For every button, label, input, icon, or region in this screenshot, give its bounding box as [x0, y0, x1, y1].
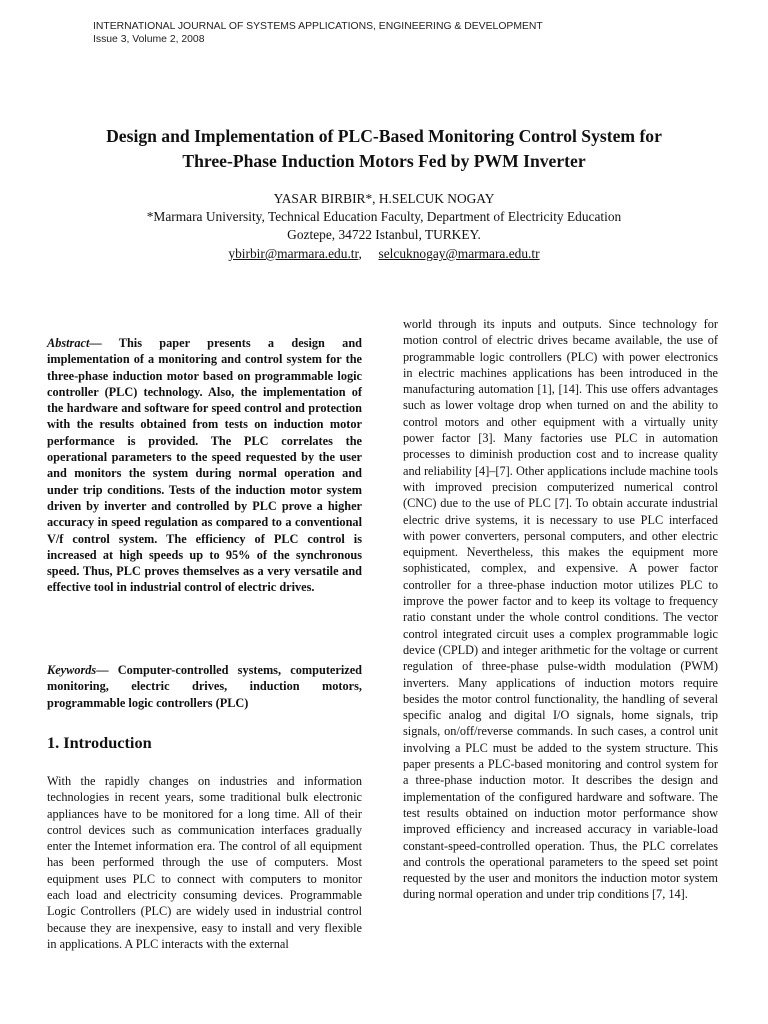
- abstract: [47, 335, 362, 596]
- journal-header: [93, 20, 543, 46]
- author-emails: [30, 245, 738, 263]
- keywords-text: Computer-controlled systems, computerized monitoring, electric drives, induction motors, programmable logic controllers (PLC): [47, 663, 363, 710]
- journal-issue: Issue 3, Volume 2, 2008: [93, 34, 205, 45]
- intro-paragraph-right: world through its inputs and outputs. Since technology for motion control of electric drives became available, the use of programmable logic controllers (PLC) with power electronics in electric machines applications has been introduced in the manufacturing automation [1], [14]. This use offers advantages such as lower voltage drop when turned on and the ability to control motors and other equipment with a virtually unity power factor [3]. Many factories use PLC in automation processes to diminish production cost and to increase quality and reliability [4]–[7]. Other applications include machine tools with improved precision computerized numerical control (CNC) due to the use of PLC [7]. To obtain accurate industrial electric drive systems, it is necessary to use PLC interfaced with power converters, personal computers, and other electric equipment. Nevertheless, this makes the equipment more sophisticated, complex, and expensive. A power factor controller for a three-phase induction motor utilizes PLC to improve the power factor and to keep its voltage to frequency ratio constant under the whole control conditions. The vector control integrated circuit uses a complex programmable logic device (CPLD) and integer arithmetic for the voltage or current regulation of three-phase pulse-width modulation (PWM) inverters. Many applications of induction motors require besides the motor control functionality, the handling of several specific analog and digital I/O signals, home signals, trip signals, on/off/reverse commands. In such cases, a control unit involving a PLC must be added to the system structure. This paper presents a PLC-based monitoring and control system for a three-phase induction motor. It describes the design and implementation of the configured hardware and software. The test results obtained on induction motor performance show improved efficiency and increased accuracy in variable-load constant-speed-controlled operation. Thus, the PLC correlates and controls the operational parameters to the speed set point requested by the user and monitors the induction motor system during normal operation and under trip conditions [7, 14].: [403, 317, 718, 902]
- abstract-dash: —: [89, 336, 119, 350]
- author-names: YASAR BIRBIR*, H.SELCUK NOGAY: [273, 191, 495, 206]
- section-heading-introduction: 1. Introduction: [47, 733, 152, 752]
- introduction-left-column: [47, 773, 362, 952]
- introduction-right-column: [403, 316, 718, 903]
- keywords: [47, 662, 362, 711]
- paper-title-line-2: Three-Phase Induction Motors Fed by PWM Inverter: [182, 151, 586, 171]
- paper-title: [30, 124, 738, 174]
- intro-paragraph-left: With the rapidly changes on industries and information technologies in recent years, some traditional bulk electronic appliances have to be monitored for a long time. All of their control devices such as communication interfaces gradually enter the Intemet information era. The control of all equipment has been performed through the use of computers. Most equipment uses PLC to connect with computers to monitor each load and electricity consuming devices. Programmable Logic Controllers (PLC) are widely used in industrial control because they are inexpensive, easy to install and very flexible in applications. A PLC interacts with the external: [47, 774, 362, 951]
- author-block: [30, 190, 738, 244]
- journal-name: INTERNATIONAL JOURNAL OF SYSTEMS APPLICATIONS, ENGINEERING & DEVELOPMENT: [93, 21, 543, 32]
- keywords-dash: —: [96, 663, 118, 677]
- author-address: Goztepe, 34722 Istanbul, TURKEY.: [287, 227, 481, 242]
- email-separator: ,: [358, 246, 379, 261]
- abstract-label: Abstract: [47, 336, 90, 350]
- abstract-text: This paper presents a design and implementation of a monitoring and control system for the three-phase induction motor based on programmable logic controller (PLC) technology. Also, the implementation of the hardware and software for speed control and protection with the results obtained from tests on induction motor performance is provided. The PLC correlates the operational parameters to the speed requested by the user and monitors the system during normal operation and under trip conditions. Tests of the induction motor system driven by inverter and controlled by PLC prove a higher accuracy in speed regulation as compared to a conventional V/f control system. The efficiency of PLC control is increased at high speeds up to 95% of the synchronous speed. Thus, PLC proves themselves as a very versatile and effective tool in industrial control of electric drives.: [47, 336, 363, 595]
- author-affiliation: *Marmara University, Technical Education Faculty, Department of Electricity Education: [146, 209, 622, 224]
- email-link-1[interactable]: ybirbir@marmara.edu.tr: [228, 246, 359, 261]
- email-link-2[interactable]: selcuknogay@marmara.edu.tr: [378, 246, 540, 261]
- keywords-label: Keywords: [47, 663, 97, 677]
- paper-title-line-1: Design and Implementation of PLC-Based Monitoring Control System for: [106, 126, 662, 146]
